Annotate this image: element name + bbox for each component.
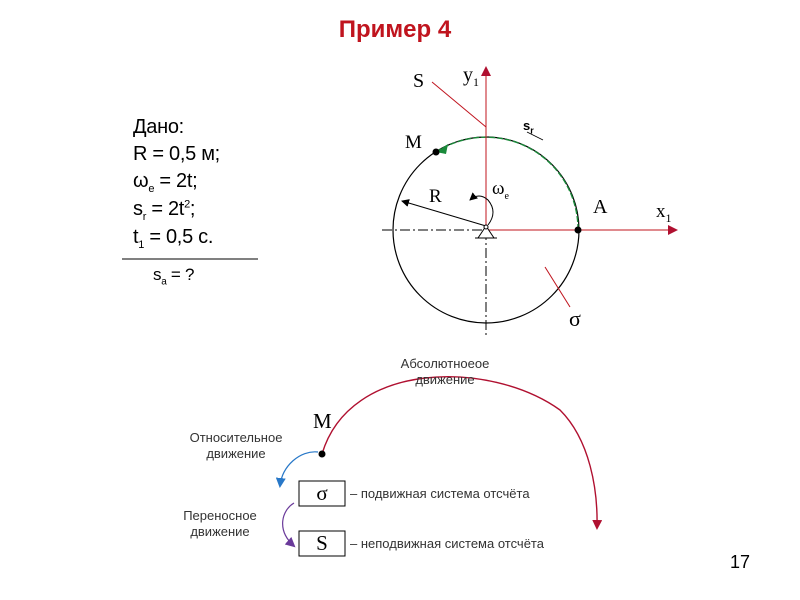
page-number: 17 [730,552,751,572]
sigma-box-label: σ [316,481,328,505]
radius-arrow [402,201,486,226]
label-R: R [429,186,442,207]
label-sr: $s_r$ [523,118,534,136]
given-radius: R = 0,5 м; [133,143,220,165]
absolute-motion-arc [322,377,597,528]
sigma-leader-line [545,267,570,307]
relative-motion-label: Относительное движение [189,430,283,461]
S-description: – неподвижная система отсчёта [350,536,544,551]
point-M [433,149,440,156]
absolute-motion-label: Абсолютноеое движение [400,356,490,387]
label-omega-e: $\omega_e$ [492,178,509,202]
sigma-description: – подвижная система отсчёта [350,486,530,501]
point-A [575,227,582,234]
label-S: S [413,70,425,92]
given-time: $t_1 = 0,5$ с. [133,226,214,251]
transport-motion-label: Переносное движение [183,508,257,539]
label-A: A [593,196,608,218]
transport-motion-arrow [283,503,294,546]
given-s-relative: $s_r = 2t^2$; [133,198,196,223]
given-heading: Дано: [133,116,184,138]
label-x1: $x_1$ [656,201,672,225]
hinge-pin [484,225,488,229]
omega-rotation-arrow [470,196,493,225]
find-s-absolute: $s_a$ = ? [153,265,195,288]
slide-title: Пример 4 [338,16,452,43]
scheme-point-M [319,451,326,458]
label-sigma: σ [569,306,581,331]
label-y1: $y_1$ [463,64,479,89]
scheme-label-M: M [313,409,332,433]
given-omega: $\omega_e = 2t$; [133,170,198,195]
label-M: M [405,132,422,153]
S-box-label: S [316,531,328,555]
